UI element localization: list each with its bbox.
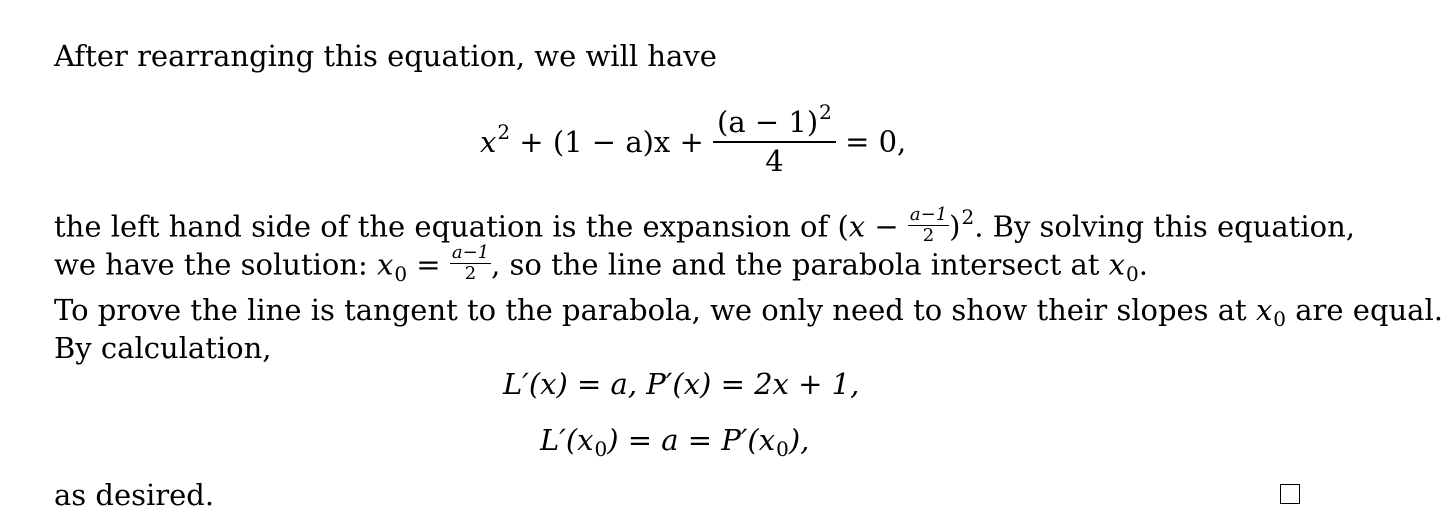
paragraph-tangent-line1	[54, 293, 1443, 331]
p2-l1-close: )	[949, 209, 961, 244]
p2-l2-frac-num: a−1	[451, 242, 490, 263]
closing-sentence: as desired.	[54, 478, 215, 512]
p3-l1-sub: 0	[1273, 307, 1287, 331]
eq1-exp: 2	[497, 119, 511, 144]
eq3-sub1: 0	[594, 437, 608, 461]
p3-l1-a: To prove the line is tangent to the parabola, we only need to show their slopes at	[54, 293, 1256, 327]
p2-l2-fraction	[450, 244, 491, 283]
p2-l2-sub2: 0	[1126, 261, 1139, 286]
p2-l2-sub: 0	[394, 261, 408, 286]
p2-l2-b: , so the line and the parabola intersect at	[491, 247, 1109, 282]
eq3-sub2: 0	[776, 437, 789, 461]
p2-l2-eq: =	[407, 247, 450, 282]
p2-l1-a: the left hand side of the equation is the expansion of (	[54, 209, 849, 244]
p2-l2-a: we have the solution:	[54, 247, 377, 282]
paragraph-expansion-line2	[54, 242, 1148, 286]
eq1-middle: + (1 − a)x +	[510, 124, 714, 159]
p3-l1-x: x	[1255, 293, 1273, 327]
paragraph-expansion-line1	[54, 204, 1355, 248]
paragraph-tangent-line2	[54, 331, 272, 365]
intro-text: After rearranging this equation, we will have	[54, 39, 717, 73]
p2-l1-frac-den: 2	[922, 225, 935, 246]
equation-derivatives	[503, 367, 860, 401]
eq1-frac-num-exp: 2	[819, 100, 832, 124]
p2-l1-exp: 2	[961, 204, 975, 229]
p2-l1-minus: −	[865, 209, 908, 244]
eq1-rhs: = 0,	[845, 124, 907, 159]
p2-l1-fraction	[908, 206, 949, 245]
eq1-frac-num: (a − 1)	[717, 105, 819, 139]
eq1-frac-den: 4	[765, 144, 784, 178]
p2-l2-end: .	[1138, 247, 1148, 282]
eq1-x: x	[480, 124, 497, 159]
qed-square-icon	[1280, 484, 1300, 504]
p2-l2-frac-den: 2	[464, 263, 477, 284]
eq3-a: L′(x	[540, 423, 594, 457]
paragraph-intro	[54, 39, 717, 73]
equation-slopes-equal	[540, 423, 810, 461]
p2-l1-frac-num: a−1	[909, 204, 948, 225]
p2-l1-b: . By solving this equation,	[974, 209, 1355, 244]
eq3-b: ) = a = P′(x	[607, 423, 776, 457]
p2-l2-x2: x	[1108, 247, 1126, 282]
equation-quadratic	[480, 100, 907, 178]
eq2-text: L′(x) = a, P′(x) = 2x + 1,	[503, 367, 860, 401]
p3-l2: By calculation,	[54, 331, 272, 365]
p3-l1-b: are equal.	[1286, 293, 1443, 327]
eq3-c: ),	[788, 423, 810, 457]
closing-text	[54, 478, 215, 512]
p2-l1-x: x	[848, 209, 866, 244]
p2-l2-x: x	[377, 247, 394, 282]
eq1-fraction	[713, 100, 836, 178]
